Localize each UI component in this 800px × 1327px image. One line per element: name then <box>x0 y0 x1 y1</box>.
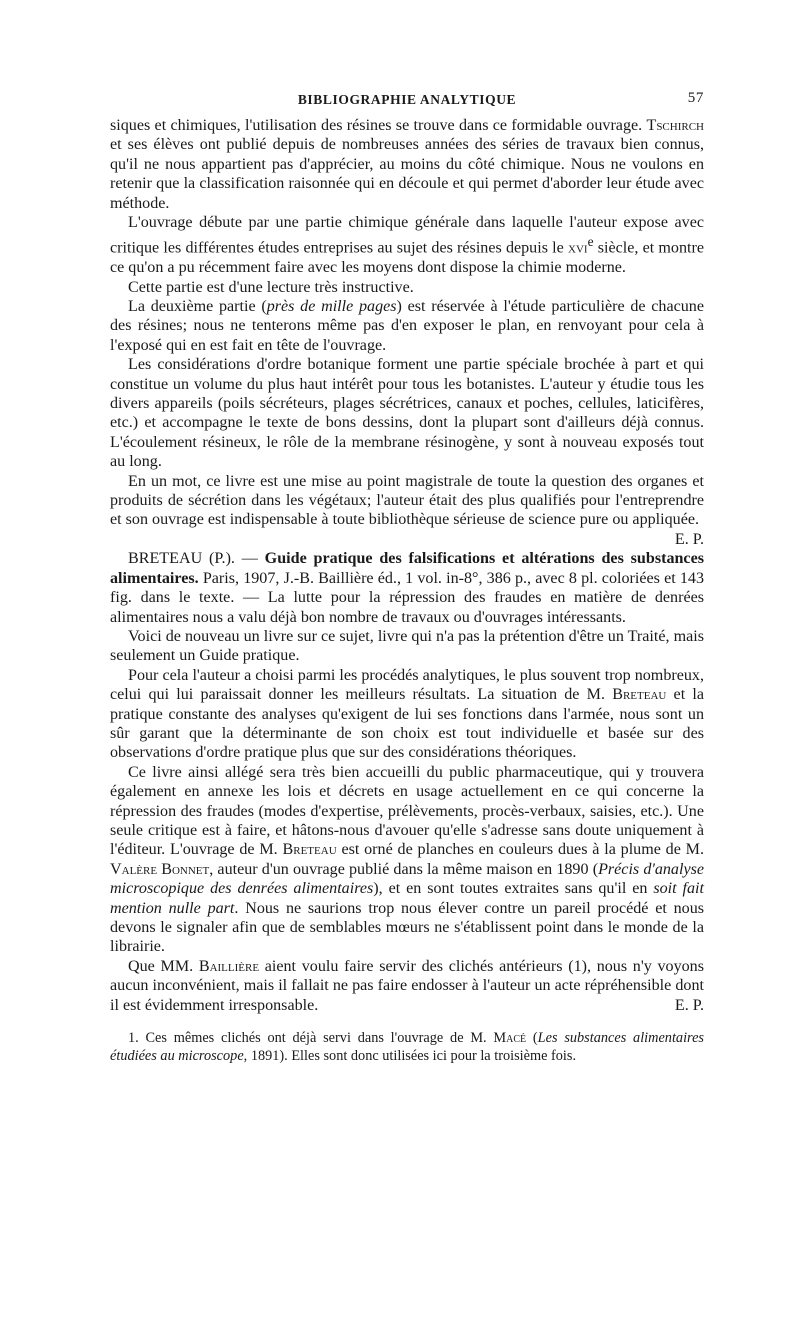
text-run: . Nous ne saurions trop nous élever contre un pareil procédé et nous devons le signaler afin que de semblables mœurs ne s'établissent point dans le monde de la librairie. <box>110 899 705 956</box>
text-run: et la pratique constante des analyses qu'exigent de lui ses fonctions dans l'armée, nous sont un sûr garant que la déterminante de son choix est tout individuelle et basée sur des observations d'ordre pratique plus que sur des considérations théoriques. <box>110 686 704 762</box>
text-run: ( <box>526 1030 538 1047</box>
body-text <box>110 116 704 1015</box>
author-name: Breteau <box>612 686 667 704</box>
signature-initials: E. P. <box>674 530 704 548</box>
text-run: Pour cela l'auteur a choisi parmi les procédés analytiques, le plus souvent trop nombreux, celui qui lui paraissait donner les meilleurs résultats. La situation de M. <box>110 666 704 704</box>
author-name: Valère Bonnet <box>110 860 210 878</box>
text-run: et ses élèves ont publié depuis de nombreuses années des séries de travaux bien connus, qu'il ne nous appartient pas d'apprécier, au moins du côté chimique. Nous ne voulons en retenir que la classification raisonnée qui en découle et qui permet d'aborder leur étude avec méthode. <box>110 136 704 212</box>
text-run: , 1891). Elles sont donc utilisées ici pour la troisième fois. <box>243 1048 577 1065</box>
running-title: BIBLIOGRAPHIE ANALYTIQUE <box>297 92 517 107</box>
text-run: aient voulu faire servir des clichés antérieurs (1), nous n'y voyons aucun inconvénient, mais il fallait ne pas faire endosser à l'auteur un acte répréhensible dont il est évidemment irresponsable. <box>110 957 704 1014</box>
century-numeral: xvi <box>568 239 588 257</box>
paragraph-11 <box>110 957 704 1015</box>
paragraph-9 <box>110 666 704 763</box>
paragraph-5: Les considérations d'ordre botanique forment une partie spéciale brochée à part et qui constitue un volume du plus haut intérêt pour tous les botanistes. L'auteur y étudie tous les divers appareils (poils sécréteurs, plages sécrétrices, canaux et poches, cellules, laticifères, etc.) et accompagne le texte de bons dessins, dont la plupart sont d'ailleurs déjà connus. L'écoulement résineux, le rôle de la membrane résinogène, y sont à nouveau exposés tout au long. <box>110 356 704 471</box>
paragraph-4 <box>110 297 704 355</box>
paragraph-2 <box>110 213 704 278</box>
text-run: Paris, 1907, J.-B. Baillière éd., 1 vol. in-8°, 386 p., avec 8 pl. coloriées et 143 fig. dans le texte. — La lutte pour la répression des fraudes en matière de denrées alimentaires nous a valu déjà bon nombre de travaux ou d'ouvrages intéressants. <box>110 569 704 626</box>
paragraph-10 <box>110 763 704 957</box>
text-run: Que MM. <box>128 957 199 975</box>
text-run: L'ouvrage débute par une partie chimique générale dans laquelle l'auteur expose avec critique les différentes études entreprises au sujet des résines depuis le <box>110 214 704 257</box>
text-run: En un mot, ce livre est une mise au point magistrale de toute la question des organes et produits de sécrétion dans les végétaux; l'auteur était des plus qualifiés pour l'entreprendre et son ouvrage est indispensable à toute bibliothèque sérieuse de science pure ou appliquée. <box>110 472 704 529</box>
signature-initials: E. P. <box>674 996 704 1014</box>
century-superscript: e <box>587 234 594 250</box>
paragraph-8: Voici de nouveau un livre sur ce sujet, livre qui n'a pas la prétention d'être un Traité, mais seulement un Guide pratique. <box>110 627 704 665</box>
text-run: La deuxième partie ( <box>128 298 267 316</box>
italic-title: Les substances alimentaires étudiées au microscope <box>110 1030 704 1065</box>
italic-title: Précis d'analyse microscopique des denrées alimentaires <box>110 860 704 898</box>
text-run: 1. Ces mêmes clichés ont déjà servi dans l'ouvrage de M. <box>128 1030 494 1047</box>
paragraph-1 <box>110 116 704 213</box>
text-run: Ce livre ainsi allégé sera très bien accueilli du public pharmaceutique, qui y trouvera également en annexe les lois et décrets en usage actuellement en ce qui concerne la répression des fraudes (modes d'expertise, prélèvements, procès-verbaux, saisies, etc.). Une seule critique est à faire, et hâtons-nous d'avouer qu'elle s'adresse sans doute uniquement à l'éditeur. L'ouvrage de M. <box>110 763 704 859</box>
publisher-name: Baillière <box>198 957 260 975</box>
author-name: Tschirch <box>646 117 704 134</box>
footnotes <box>110 1029 704 1065</box>
text-run: ) est réservée à l'étude particulière de chacune des résines; nous ne tenterons même pas d'en exposer le plan, en renvoyant pour cela à l'exposé qui en est fait en tête de l'ouvrage. <box>110 298 704 354</box>
paragraph-7-review-entry <box>110 549 704 627</box>
reviewed-title: Guide pratique des falsifications et altérations des substances alimentaires. <box>110 550 704 587</box>
paragraph-3: Cette partie est d'une lecture très instructive. <box>128 278 414 296</box>
text-run: est orné de planches en couleurs dues à la plume de M. <box>336 841 705 859</box>
footnote-1 <box>110 1029 704 1065</box>
document-page <box>110 88 704 1065</box>
text-run: siques et chimiques, l'utilisation des résines se trouve dans ce formidable ouvrage. <box>110 117 647 134</box>
text-run: , auteur d'un ouvrage publié dans la même maison en 1890 ( <box>209 860 599 878</box>
text-run: ), et en sont toutes extraites sans qu'il en <box>373 880 654 898</box>
paragraph-6 <box>110 472 704 550</box>
page-number: 57 <box>687 90 704 106</box>
author-name: Macé <box>493 1030 527 1047</box>
reviewed-author: BRETEAU (P.). <box>128 550 235 568</box>
italic-phrase: près de mille pages <box>266 298 397 316</box>
running-header <box>110 88 704 110</box>
italic-phrase: soit fait mention nulle part <box>110 880 704 917</box>
text-run: siècle, et montre ce qu'on a pu récemment faire avec les moyens dont dispose la chimie moderne. <box>110 239 704 277</box>
author-name: Breteau <box>282 841 337 859</box>
text-run: — <box>234 550 265 568</box>
